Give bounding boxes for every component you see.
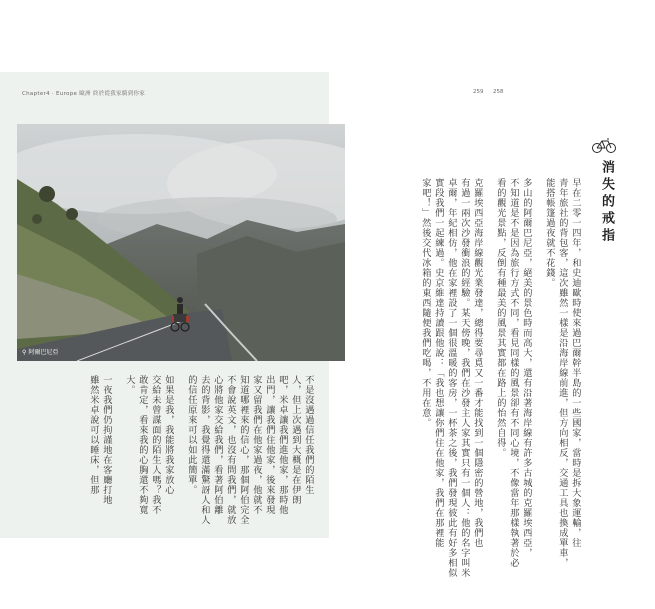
text-column: 出門，讓我們住他家，後來發現 bbox=[263, 375, 275, 515]
page-number-right: 258 bbox=[493, 89, 504, 95]
text-column: 去的背影，我覺得還滿驚訝人和人 bbox=[198, 375, 210, 525]
bicycle-icon bbox=[591, 138, 617, 154]
text-column: 不知道是不是因為旅行方式不同，看見同樣的風景卻有不同心境，不像當年那樣執著於必 bbox=[507, 178, 519, 568]
text-column: 能搭帳篷過夜就不花錢。 bbox=[543, 178, 555, 288]
text-column: 不是沒遇過信任我們的陌生 bbox=[302, 375, 314, 495]
text-column: 的信任原來可以如此簡單。 bbox=[185, 375, 197, 495]
text-column: 不會說英文，也沒有問我們，就放 bbox=[224, 375, 236, 525]
text-column: 多山的阿爾巴尼亞，絕美的景色時而高大，還有沿著海岸線有許多古城的克羅埃西亞， bbox=[520, 178, 532, 558]
text-column: 有過一兩次沙發衝浪的經驗。某天傍晚，我們在沙發主人家其實只有一個人：他的名字叫米 bbox=[458, 178, 470, 578]
text-column: 卓爾，年紀相仿，他在家裡設了一個很溫暖的客房，一杯茶之後，我們發現彼此有好多相似 bbox=[445, 178, 457, 578]
photo-caption: ⚲ 阿爾巴尼亞 bbox=[22, 349, 59, 356]
text-column: 一夜我們仍拘謹地在客廳打地 bbox=[100, 375, 112, 505]
text-column: 敢肯定，看來我的心胸還不夠寬 bbox=[136, 375, 148, 515]
running-head: Chapter4 · Europe 歐洲 終於從我家騎到你家 bbox=[22, 91, 146, 97]
text-column: 知道哪裡來的信心，那個阿伯完全 bbox=[237, 375, 249, 525]
text-column: 早在二零一四年，和史迪歐時使來過巴爾幹半島的一些國家，當時是拆大象運輸，往 bbox=[569, 178, 581, 548]
text-column: 雖然米卓說可以睡床，但那 bbox=[87, 375, 99, 495]
text-column: 家又留我們在他家過夜，他就不 bbox=[250, 375, 262, 515]
text-column: 大。 bbox=[123, 375, 135, 395]
text-column: 交給未曾謀面的陌生人嗎？我不 bbox=[149, 375, 161, 515]
text-column: 如果是我，我能將我家放心 bbox=[162, 375, 174, 495]
text-column: 心將他家交給我們，看著阿伯離 bbox=[211, 375, 223, 515]
text-column: 克羅埃西亞海岸線觀光業發達，總得要尋覓又一番才能找到一個隱密的營地，我們也 bbox=[471, 178, 483, 548]
text-column: 人，但上次遇到大概是在伊朗 bbox=[289, 375, 301, 505]
chapter-title: 消失的戒指 bbox=[599, 160, 614, 245]
text-column: 實段我們一起練過。史京維達持讀跟他說：「我也想讓你們住在他家，我們在那裡能 bbox=[432, 178, 444, 548]
page-number-left: 259 bbox=[473, 89, 484, 95]
text-column: 看的觀光景點，反倒有種最美的風景其實都在路上的怡然自得。 bbox=[494, 178, 506, 458]
mountain-road-photo bbox=[17, 124, 345, 361]
location-pin-icon: ⚲ bbox=[22, 349, 27, 356]
text-column: 青年旅社的背包客，這次雖然一樣是沿海岸線前進，但方向相反，交通工具也換成單車， bbox=[556, 178, 568, 568]
text-column: 吧，米卓讓我們進他家，那時他 bbox=[276, 375, 288, 515]
text-column: 家吧！」然後交代冰箱的東西隨便我們吃喝，不用在意。 bbox=[419, 178, 431, 428]
